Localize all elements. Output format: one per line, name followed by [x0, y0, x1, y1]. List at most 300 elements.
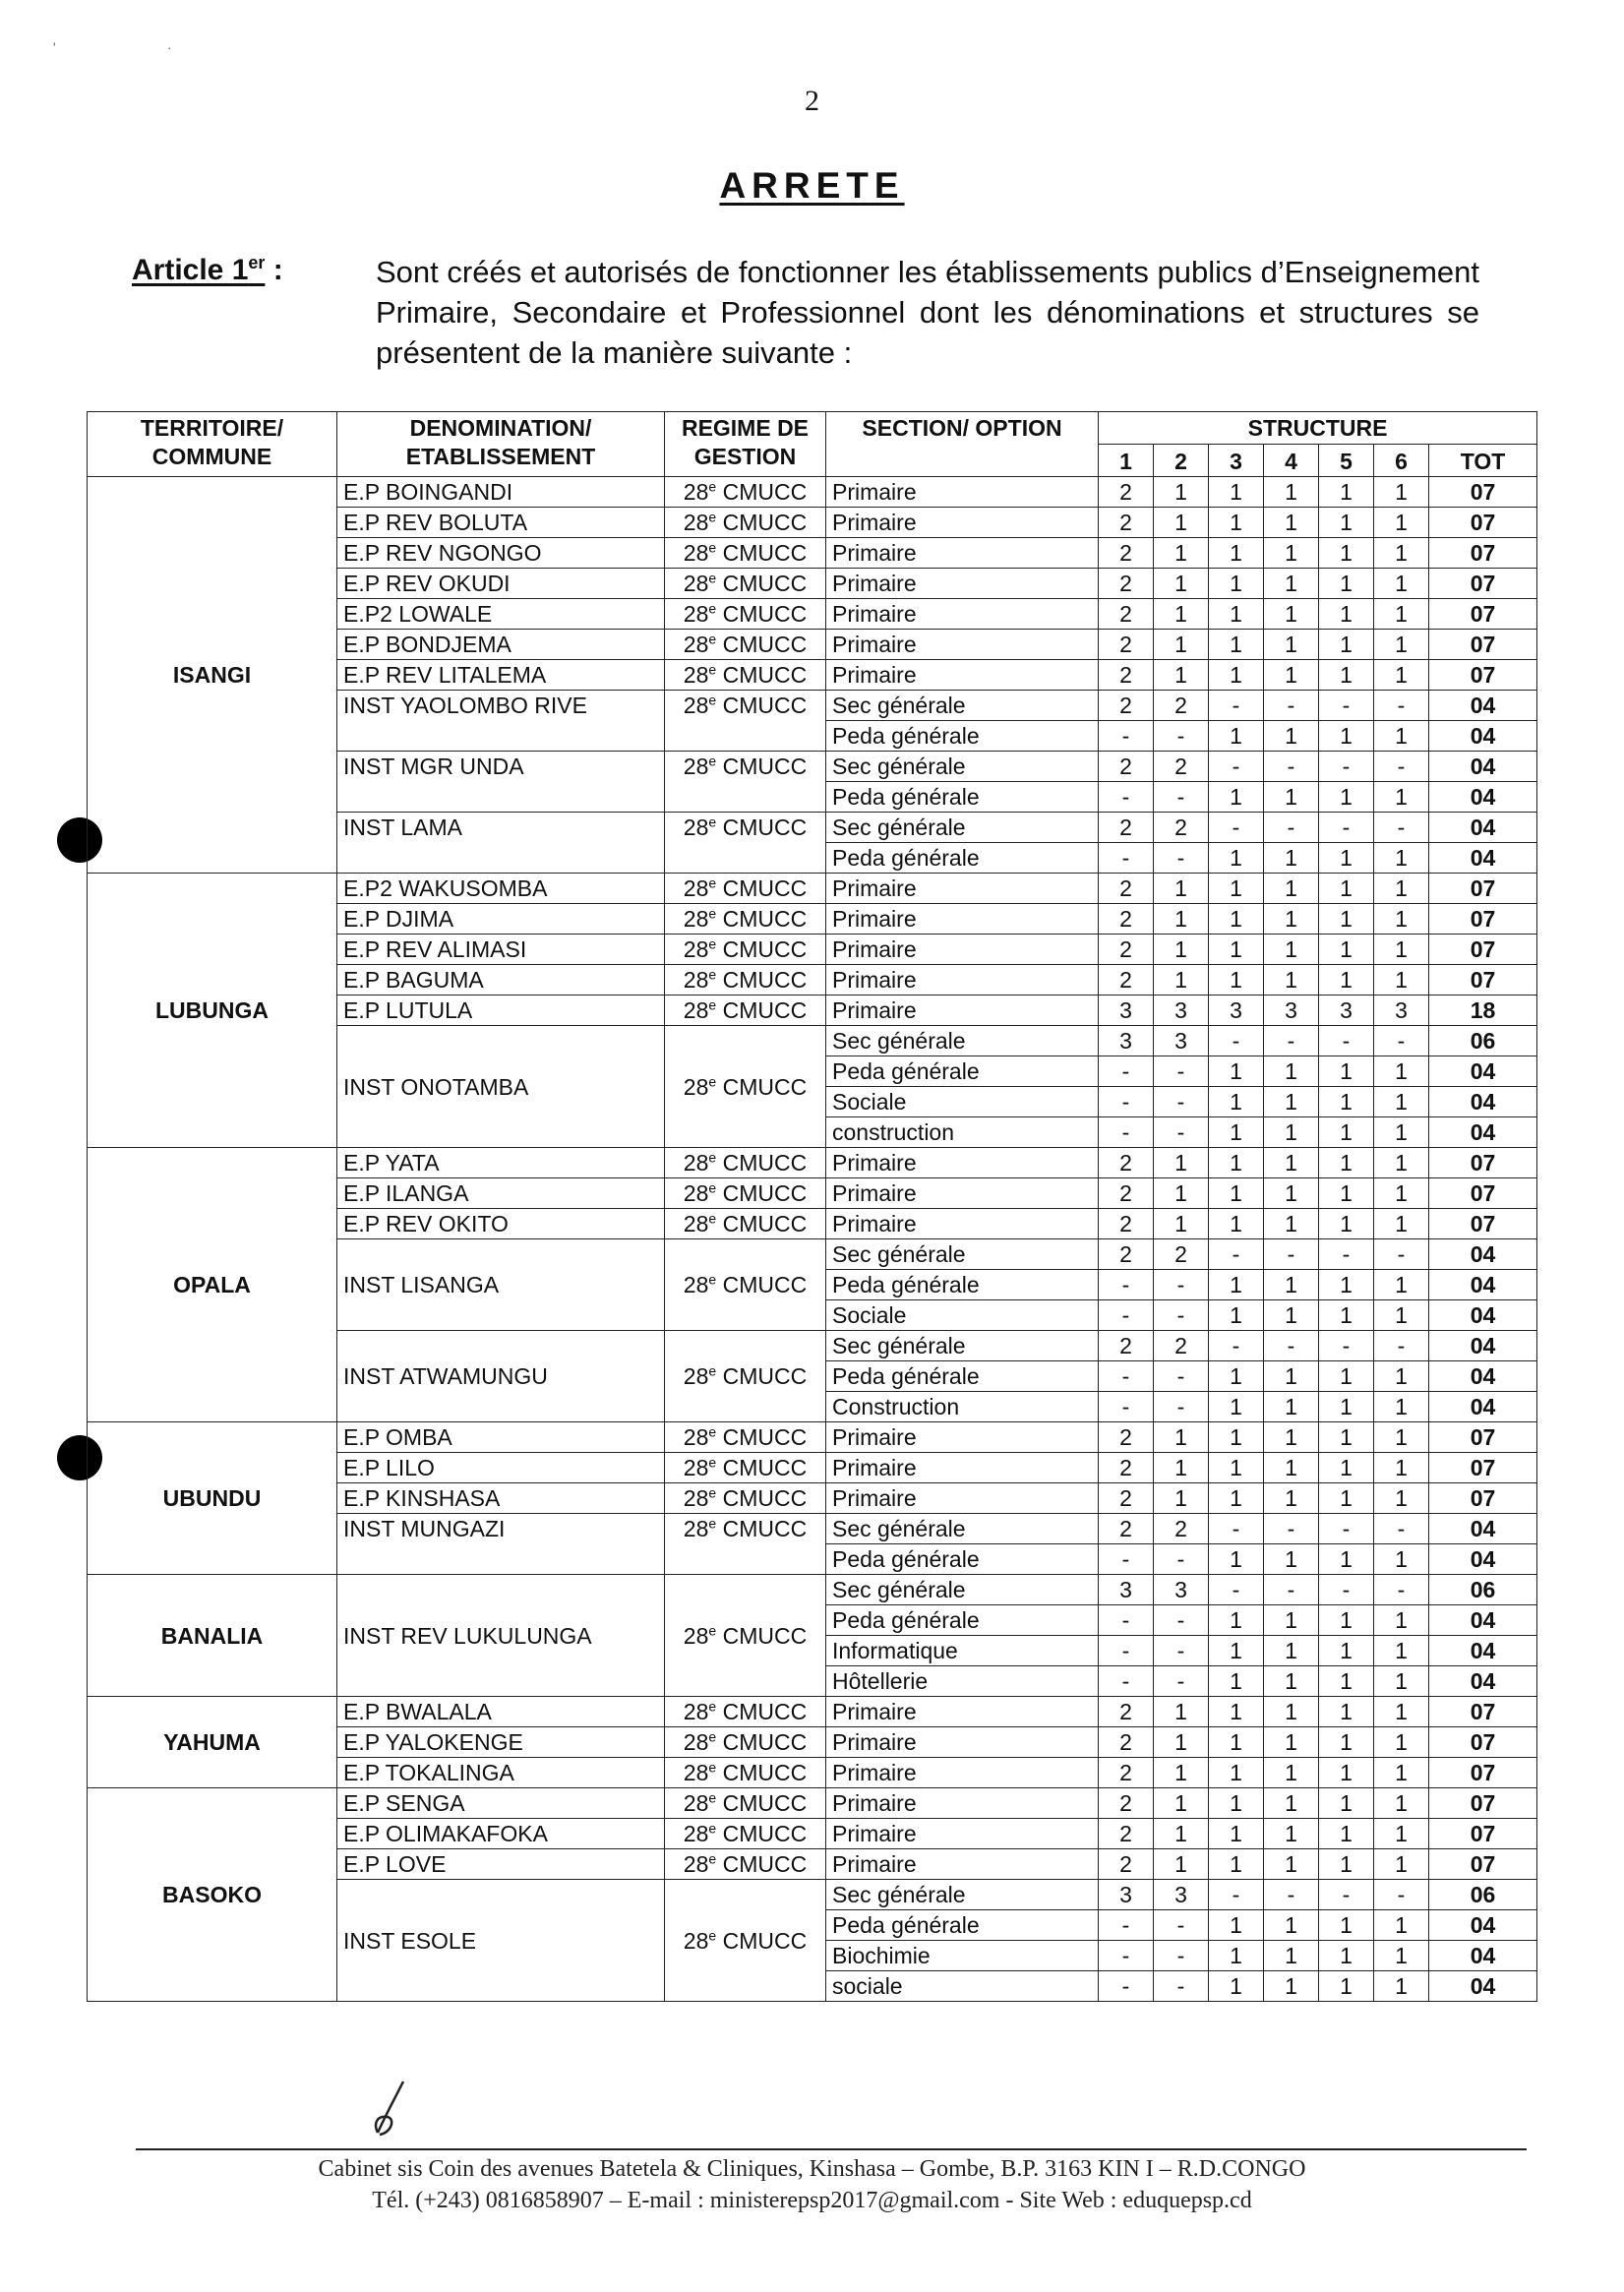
- structure-col-1: 3: [1099, 995, 1154, 1026]
- section-option: Primaire: [826, 1758, 1099, 1788]
- structure-col-5: 1: [1319, 1971, 1374, 2002]
- establishment-name: INST ONOTAMBA: [337, 1026, 665, 1148]
- structure-col-1: 2: [1099, 874, 1154, 904]
- section-option: Primaire: [826, 1697, 1099, 1727]
- structure-col-6: -: [1374, 1514, 1429, 1544]
- structure-total: 04: [1429, 1636, 1537, 1666]
- regime-suffix: CMUCC: [716, 510, 808, 535]
- regime-suffix: CMUCC: [716, 814, 808, 840]
- establishments-table: [87, 411, 1537, 2002]
- structure-col-4: 1: [1264, 1697, 1319, 1727]
- structure-col-6: -: [1374, 1880, 1429, 1910]
- regime-cell: [665, 1788, 826, 1819]
- territoire-cell: BANALIA: [88, 1575, 337, 1697]
- regime-number: 28: [683, 1790, 709, 1816]
- regime-number: 28: [683, 1073, 709, 1100]
- structure-col-4: 1: [1264, 1453, 1319, 1483]
- structure-col-5: 1: [1319, 569, 1374, 599]
- structure-col-6: 1: [1374, 1605, 1429, 1636]
- structure-col-2: 1: [1154, 1453, 1209, 1483]
- regime-sup: e: [708, 661, 717, 678]
- structure-total: 07: [1429, 874, 1537, 904]
- structure-col-6: 1: [1374, 782, 1429, 813]
- structure-col-6: -: [1374, 813, 1429, 843]
- structure-col-3: 1: [1209, 1300, 1264, 1331]
- regime-number: 28: [683, 1699, 709, 1724]
- structure-col-6: 1: [1374, 1453, 1429, 1483]
- structure-col-5: 1: [1319, 782, 1374, 813]
- regime-cell: [665, 691, 826, 752]
- structure-col-5: -: [1319, 1331, 1374, 1361]
- structure-col-3: 3: [1209, 995, 1264, 1026]
- structure-col-5: 1: [1319, 1056, 1374, 1087]
- structure-col-5: 1: [1319, 1849, 1374, 1880]
- structure-col-2: -: [1154, 1300, 1209, 1331]
- structure-col-3: 1: [1209, 965, 1264, 995]
- regime-number: 28: [683, 1622, 709, 1649]
- establishment-name: E.P2 WAKUSOMBA: [337, 874, 665, 904]
- structure-col-6: 1: [1374, 1697, 1429, 1727]
- structure-total: 04: [1429, 1361, 1537, 1392]
- regime-number: 28: [683, 997, 709, 1023]
- structure-col-5: 1: [1319, 1270, 1374, 1300]
- structure-col-4: -: [1264, 752, 1319, 782]
- structure-col-4: -: [1264, 1239, 1319, 1270]
- regime-suffix: CMUCC: [716, 1272, 808, 1297]
- section-option: Primaire: [826, 1788, 1099, 1819]
- structure-col-5: 1: [1319, 1422, 1374, 1453]
- structure-col-5: 1: [1319, 1758, 1374, 1788]
- regime-sup: e: [708, 753, 717, 769]
- structure-col-1: 2: [1099, 752, 1154, 782]
- regime-sup: e: [708, 1179, 717, 1196]
- structure-total: 07: [1429, 1148, 1537, 1178]
- section-option: Primaire: [826, 1178, 1099, 1209]
- structure-col-2: 1: [1154, 1483, 1209, 1514]
- structure-col-2: -: [1154, 1544, 1209, 1575]
- header-col-1: 1: [1099, 445, 1154, 477]
- structure-col-1: -: [1099, 782, 1154, 813]
- establishment-name: E.P TOKALINGA: [337, 1758, 665, 1788]
- structure-col-5: -: [1319, 1880, 1374, 1910]
- section-option: Sec générale: [826, 1331, 1099, 1361]
- structure-col-4: -: [1264, 1575, 1319, 1605]
- section-option: Peda générale: [826, 1056, 1099, 1087]
- structure-col-2: -: [1154, 1270, 1209, 1300]
- signature-mark: [366, 2076, 435, 2144]
- structure-col-5: -: [1319, 1575, 1374, 1605]
- territoire-cell: BASOKO: [88, 1788, 337, 2002]
- structure-col-5: 1: [1319, 1910, 1374, 1941]
- territoire-cell: LUBUNGA: [88, 874, 337, 1148]
- establishment-name: E.P REV OKUDI: [337, 569, 665, 599]
- structure-col-6: 1: [1374, 1941, 1429, 1971]
- structure-col-3: 1: [1209, 721, 1264, 752]
- structure-col-4: -: [1264, 1331, 1319, 1361]
- structure-col-5: 1: [1319, 1087, 1374, 1117]
- structure-col-6: 1: [1374, 1300, 1429, 1331]
- structure-col-5: 1: [1319, 1788, 1374, 1819]
- establishment-name: E.P BAGUMA: [337, 965, 665, 995]
- structure-col-4: 1: [1264, 1849, 1319, 1880]
- article-label-colon: :: [265, 254, 283, 286]
- structure-col-4: 1: [1264, 721, 1319, 752]
- section-option: Primaire: [826, 630, 1099, 660]
- regime-sup: e: [708, 905, 717, 922]
- establishment-name: E.P REV LITALEMA: [337, 660, 665, 691]
- structure-col-3: 1: [1209, 1727, 1264, 1758]
- structure-col-1: -: [1099, 1270, 1154, 1300]
- establishment-name: E.P REV OKITO: [337, 1209, 665, 1239]
- structure-col-3: 1: [1209, 1148, 1264, 1178]
- structure-col-5: 1: [1319, 1483, 1374, 1514]
- structure-col-3: 1: [1209, 1392, 1264, 1422]
- regime-suffix: CMUCC: [716, 1699, 808, 1724]
- section-option: Primaire: [826, 965, 1099, 995]
- structure-col-6: 1: [1374, 874, 1429, 904]
- structure-col-5: 1: [1319, 721, 1374, 752]
- structure-col-4: 1: [1264, 1666, 1319, 1697]
- structure-col-3: 1: [1209, 843, 1264, 874]
- structure-col-2: 1: [1154, 1422, 1209, 1453]
- structure-col-3: 1: [1209, 1910, 1264, 1941]
- regime-cell: [665, 965, 826, 995]
- regime-suffix: CMUCC: [716, 906, 808, 932]
- structure-col-6: 1: [1374, 1788, 1429, 1819]
- structure-col-1: -: [1099, 1361, 1154, 1392]
- section-option: Primaire: [826, 569, 1099, 599]
- structure-total: 04: [1429, 1087, 1537, 1117]
- structure-col-2: 1: [1154, 477, 1209, 508]
- regime-suffix: CMUCC: [716, 754, 808, 779]
- table-row: [88, 1697, 1537, 1727]
- regime-number: 28: [683, 1363, 709, 1389]
- regime-suffix: CMUCC: [716, 936, 808, 962]
- structure-total: 04: [1429, 1971, 1537, 2002]
- regime-suffix: CMUCC: [716, 1622, 808, 1649]
- regime-number: 28: [683, 875, 709, 901]
- regime-suffix: CMUCC: [716, 662, 808, 688]
- structure-total: 07: [1429, 1727, 1537, 1758]
- table-row: [88, 1788, 1537, 1819]
- structure-col-4: -: [1264, 1880, 1319, 1910]
- structure-col-2: -: [1154, 1117, 1209, 1148]
- establishment-name: INST MUNGAZI: [337, 1514, 665, 1575]
- regime-suffix: CMUCC: [716, 479, 808, 505]
- regime-sup: e: [708, 478, 717, 495]
- structure-total: 07: [1429, 660, 1537, 691]
- structure-col-5: 1: [1319, 1544, 1374, 1575]
- structure-col-5: 1: [1319, 1148, 1374, 1178]
- structure-col-6: 1: [1374, 1422, 1429, 1453]
- table-row: [88, 874, 1537, 904]
- structure-col-1: 2: [1099, 1819, 1154, 1849]
- section-option: Primaire: [826, 538, 1099, 569]
- structure-col-1: 2: [1099, 508, 1154, 538]
- structure-col-2: 1: [1154, 874, 1209, 904]
- regime-sup: e: [708, 539, 717, 556]
- structure-total: 07: [1429, 1849, 1537, 1880]
- section-option: Sec générale: [826, 1026, 1099, 1056]
- structure-col-3: 1: [1209, 904, 1264, 935]
- table-row: [88, 1422, 1537, 1453]
- regime-sup: e: [708, 692, 717, 708]
- structure-col-5: 1: [1319, 1819, 1374, 1849]
- section-option: Sec générale: [826, 752, 1099, 782]
- structure-col-1: 3: [1099, 1880, 1154, 1910]
- structure-col-1: 2: [1099, 1453, 1154, 1483]
- structure-col-4: 1: [1264, 1209, 1319, 1239]
- header-col-3: 3: [1209, 445, 1264, 477]
- section-option: Primaire: [826, 995, 1099, 1026]
- structure-total: 04: [1429, 691, 1537, 721]
- structure-col-4: 1: [1264, 1758, 1319, 1788]
- establishment-name: INST REV LUKULUNGA: [337, 1575, 665, 1697]
- structure-col-6: -: [1374, 1239, 1429, 1270]
- structure-col-3: 1: [1209, 1697, 1264, 1727]
- structure-col-6: -: [1374, 691, 1429, 721]
- structure-col-6: -: [1374, 1575, 1429, 1605]
- structure-col-4: 1: [1264, 569, 1319, 599]
- structure-col-5: 1: [1319, 965, 1374, 995]
- structure-total: 04: [1429, 1514, 1537, 1544]
- structure-col-3: 1: [1209, 508, 1264, 538]
- structure-col-3: 1: [1209, 1636, 1264, 1666]
- regime-suffix: CMUCC: [716, 571, 808, 596]
- structure-total: 04: [1429, 1544, 1537, 1575]
- structure-col-6: 1: [1374, 1361, 1429, 1392]
- structure-col-6: 1: [1374, 1910, 1429, 1941]
- structure-col-6: 1: [1374, 477, 1429, 508]
- structure-col-4: 3: [1264, 995, 1319, 1026]
- structure-col-2: 1: [1154, 1148, 1209, 1178]
- establishment-name: E.P YALOKENGE: [337, 1727, 665, 1758]
- structure-col-4: 1: [1264, 1819, 1319, 1849]
- regime-suffix: CMUCC: [716, 1424, 808, 1450]
- structure-col-1: 2: [1099, 1239, 1154, 1270]
- structure-col-4: 1: [1264, 874, 1319, 904]
- structure-col-3: 1: [1209, 1056, 1264, 1087]
- structure-col-4: 1: [1264, 965, 1319, 995]
- regime-cell: [665, 1331, 826, 1422]
- structure-col-3: 1: [1209, 569, 1264, 599]
- table-body: [88, 477, 1537, 2002]
- structure-col-3: 1: [1209, 782, 1264, 813]
- structure-col-4: 1: [1264, 1941, 1319, 1971]
- header-col-5: 5: [1319, 445, 1374, 477]
- section-option: construction: [826, 1117, 1099, 1148]
- regime-cell: [665, 508, 826, 538]
- establishment-name: INST LAMA: [337, 813, 665, 874]
- regime-number: 28: [683, 906, 709, 932]
- establishment-name: E.P SENGA: [337, 1788, 665, 1819]
- establishment-name: E.P BONDJEMA: [337, 630, 665, 660]
- structure-col-4: 1: [1264, 538, 1319, 569]
- structure-col-5: 1: [1319, 660, 1374, 691]
- structure-total: 06: [1429, 1575, 1537, 1605]
- structure-col-2: 2: [1154, 1331, 1209, 1361]
- section-option: Peda générale: [826, 782, 1099, 813]
- structure-col-3: -: [1209, 752, 1264, 782]
- section-option: Sec générale: [826, 691, 1099, 721]
- structure-col-1: 2: [1099, 599, 1154, 630]
- section-option: Primaire: [826, 660, 1099, 691]
- regime-cell: [665, 599, 826, 630]
- article-label: [132, 254, 283, 287]
- regime-sup: e: [708, 1362, 717, 1379]
- regime-cell: [665, 1453, 826, 1483]
- structure-col-3: 1: [1209, 1849, 1264, 1880]
- page-number: 2: [805, 85, 819, 117]
- regime-sup: e: [708, 1271, 717, 1288]
- regime-cell: [665, 874, 826, 904]
- structure-col-4: 1: [1264, 1483, 1319, 1514]
- structure-col-5: 1: [1319, 1361, 1374, 1392]
- regime-sup: e: [708, 1621, 717, 1638]
- structure-col-6: 1: [1374, 843, 1429, 874]
- structure-col-2: -: [1154, 1087, 1209, 1117]
- structure-total: 07: [1429, 569, 1537, 599]
- section-option: Primaire: [826, 1453, 1099, 1483]
- establishment-name: E.P DJIMA: [337, 904, 665, 935]
- regime-number: 28: [683, 693, 709, 718]
- regime-cell: [665, 1849, 826, 1880]
- regime-cell: [665, 1819, 826, 1849]
- structure-col-3: 1: [1209, 1666, 1264, 1697]
- structure-total: 07: [1429, 599, 1537, 630]
- structure-col-6: 1: [1374, 630, 1429, 660]
- regime-suffix: CMUCC: [716, 1150, 808, 1176]
- structure-col-4: 1: [1264, 1361, 1319, 1392]
- regime-suffix: CMUCC: [716, 1851, 808, 1877]
- section-option: Primaire: [826, 1819, 1099, 1849]
- structure-col-4: 1: [1264, 1300, 1319, 1331]
- structure-col-2: 1: [1154, 599, 1209, 630]
- structure-col-3: -: [1209, 1331, 1264, 1361]
- establishment-name: E.P LOVE: [337, 1849, 665, 1880]
- regime-number: 28: [683, 1927, 709, 1954]
- structure-col-3: 1: [1209, 935, 1264, 965]
- section-option: Primaire: [826, 1422, 1099, 1453]
- structure-col-5: 1: [1319, 1636, 1374, 1666]
- structure-col-2: 1: [1154, 1758, 1209, 1788]
- structure-col-4: 1: [1264, 1605, 1319, 1636]
- structure-col-1: 2: [1099, 1483, 1154, 1514]
- structure-col-5: 1: [1319, 1727, 1374, 1758]
- structure-col-6: 1: [1374, 1666, 1429, 1697]
- header-structure: STRUCTURE: [1099, 412, 1537, 445]
- regime-sup: e: [708, 875, 717, 891]
- regime-cell: [665, 995, 826, 1026]
- structure-col-2: 2: [1154, 813, 1209, 843]
- section-option: Peda générale: [826, 1605, 1099, 1636]
- establishment-name: E.P LUTULA: [337, 995, 665, 1026]
- structure-col-3: 1: [1209, 660, 1264, 691]
- regime-suffix: CMUCC: [716, 601, 808, 627]
- regime-cell: [665, 630, 826, 660]
- structure-col-6: 1: [1374, 965, 1429, 995]
- structure-col-1: 2: [1099, 1148, 1154, 1178]
- structure-col-2: -: [1154, 843, 1209, 874]
- regime-cell: [665, 538, 826, 569]
- structure-total: 04: [1429, 1331, 1537, 1361]
- regime-number: 28: [683, 632, 709, 657]
- structure-total: 04: [1429, 752, 1537, 782]
- regime-number: 28: [683, 1485, 709, 1511]
- structure-col-5: -: [1319, 1026, 1374, 1056]
- structure-col-3: 1: [1209, 1483, 1264, 1514]
- regime-number: 28: [683, 1272, 709, 1297]
- structure-col-6: 1: [1374, 508, 1429, 538]
- structure-col-2: -: [1154, 1971, 1209, 2002]
- structure-col-2: 1: [1154, 630, 1209, 660]
- structure-col-2: 1: [1154, 1697, 1209, 1727]
- structure-col-4: 1: [1264, 1636, 1319, 1666]
- structure-col-4: 1: [1264, 935, 1319, 965]
- regime-cell: [665, 1148, 826, 1178]
- section-option: Primaire: [826, 1148, 1099, 1178]
- structure-total: 07: [1429, 1758, 1537, 1788]
- structure-col-1: 2: [1099, 1849, 1154, 1880]
- regime-number: 28: [683, 1516, 709, 1541]
- structure-col-1: -: [1099, 721, 1154, 752]
- regime-cell: [665, 477, 826, 508]
- structure-col-3: 1: [1209, 1117, 1264, 1148]
- structure-col-1: -: [1099, 1910, 1154, 1941]
- regime-cell: [665, 1575, 826, 1697]
- structure-total: 07: [1429, 1483, 1537, 1514]
- structure-col-3: -: [1209, 1880, 1264, 1910]
- section-option: Primaire: [826, 904, 1099, 935]
- establishment-name: INST MGR UNDA: [337, 752, 665, 813]
- structure-col-6: 1: [1374, 1209, 1429, 1239]
- structure-col-1: -: [1099, 1117, 1154, 1148]
- structure-col-6: 1: [1374, 1636, 1429, 1666]
- structure-col-1: 2: [1099, 1758, 1154, 1788]
- regime-number: 28: [683, 601, 709, 627]
- structure-col-1: 2: [1099, 569, 1154, 599]
- structure-total: 07: [1429, 1209, 1537, 1239]
- structure-col-1: -: [1099, 1056, 1154, 1087]
- section-option: Primaire: [826, 1727, 1099, 1758]
- section-option: Primaire: [826, 477, 1099, 508]
- regime-suffix: CMUCC: [716, 1363, 808, 1389]
- structure-col-4: 1: [1264, 1910, 1319, 1941]
- regime-number: 28: [683, 571, 709, 596]
- structure-col-2: 1: [1154, 538, 1209, 569]
- structure-col-2: -: [1154, 1666, 1209, 1697]
- section-option: Construction: [826, 1392, 1099, 1422]
- structure-col-2: 3: [1154, 1026, 1209, 1056]
- structure-col-6: 1: [1374, 1148, 1429, 1178]
- structure-col-1: 2: [1099, 538, 1154, 569]
- structure-col-5: 1: [1319, 935, 1374, 965]
- structure-col-2: 1: [1154, 904, 1209, 935]
- structure-col-4: 1: [1264, 1148, 1319, 1178]
- structure-col-2: -: [1154, 1605, 1209, 1636]
- structure-total: 07: [1429, 538, 1537, 569]
- structure-col-4: 1: [1264, 1544, 1319, 1575]
- structure-col-5: 1: [1319, 477, 1374, 508]
- regime-number: 28: [683, 814, 709, 840]
- establishment-name: E.P OMBA: [337, 1422, 665, 1453]
- establishment-name: E.P OLIMAKAFOKA: [337, 1819, 665, 1849]
- regime-suffix: CMUCC: [716, 875, 808, 901]
- regime-cell: [665, 1697, 826, 1727]
- structure-col-2: 1: [1154, 965, 1209, 995]
- structure-col-6: 1: [1374, 1117, 1429, 1148]
- structure-total: 04: [1429, 1392, 1537, 1422]
